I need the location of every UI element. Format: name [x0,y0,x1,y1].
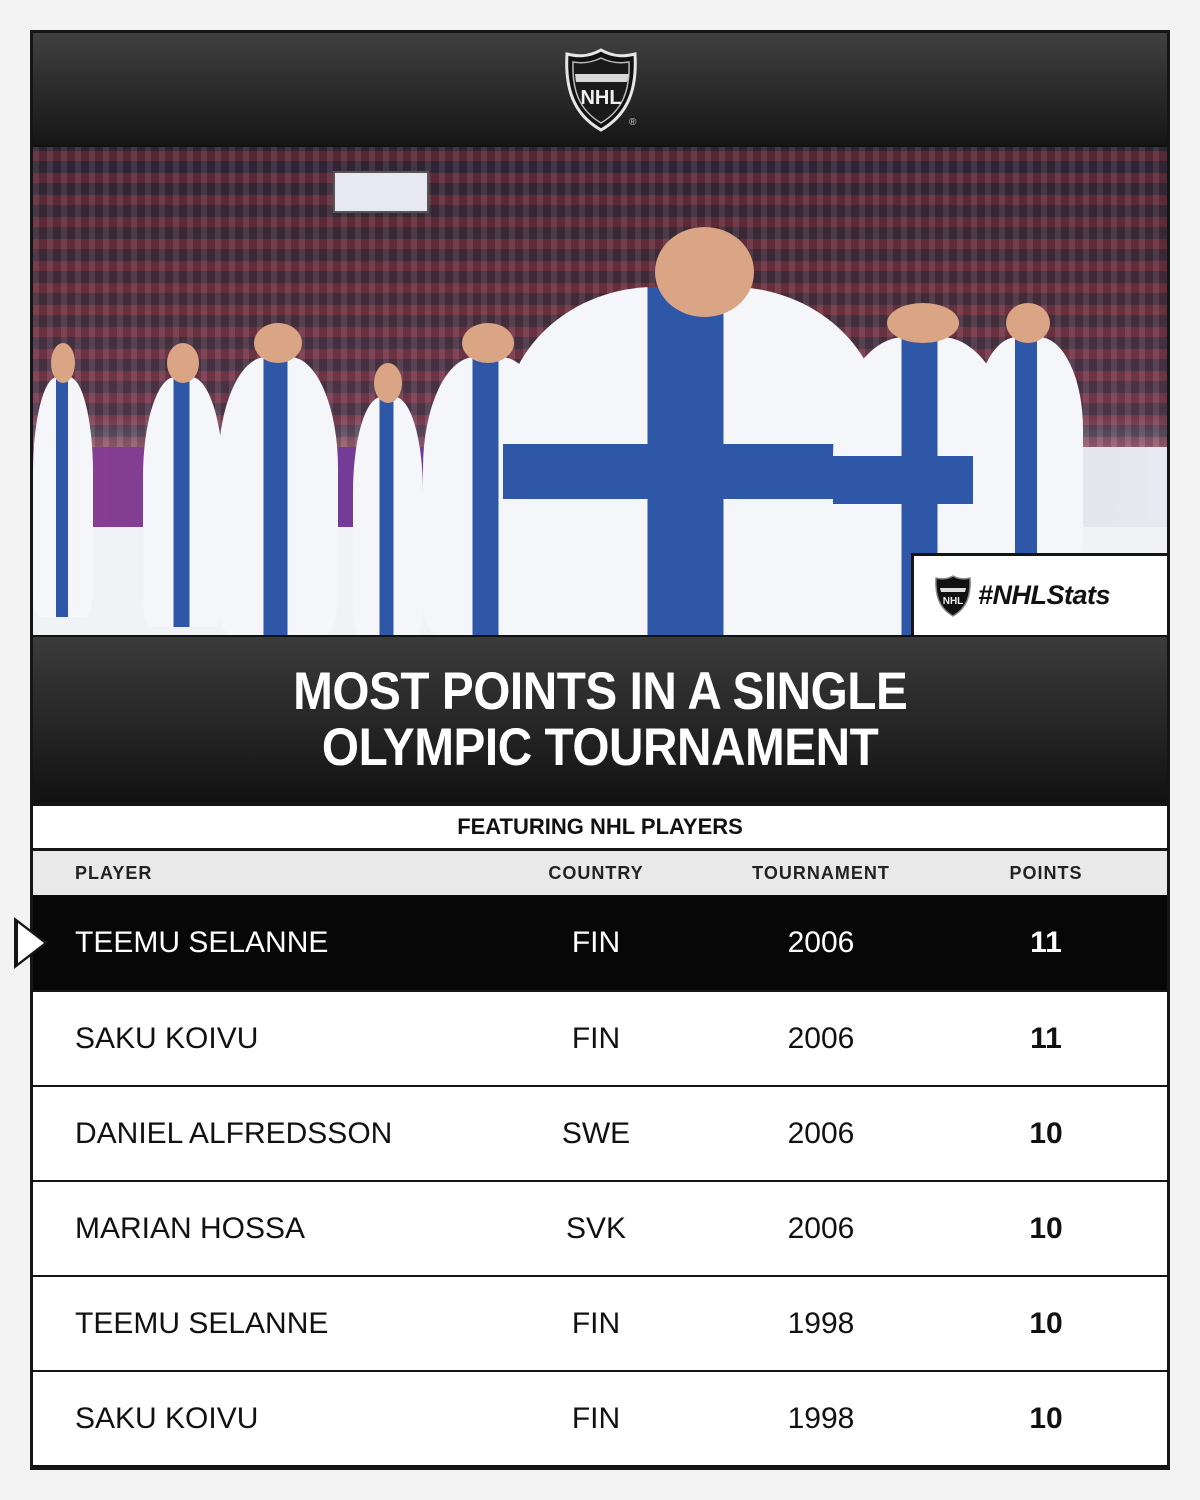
cell-country: FIN [571,1021,621,1055]
chart-subtitle: FEATURING NHL PLAYERS [33,803,1167,851]
nhl-shield-logo-icon [563,48,639,132]
player-figure [973,337,1083,567]
table-row [33,1370,1167,1465]
table-row [33,895,1167,990]
cell-country: FIN [571,1401,621,1435]
cell-tournament: 1998 [787,1306,855,1340]
top-band [33,33,1167,145]
player-figure [218,357,338,635]
cell-country: FIN [571,925,621,959]
badge-logo-text: NHL [942,595,964,607]
nhl-logo-text: NHL [580,87,622,109]
header-points: POINTS [1009,862,1083,883]
crowd-banner [333,171,429,213]
player-figure [143,377,223,627]
header-country: COUNTRY [548,862,644,883]
cell-points: 11 [1030,925,1062,959]
cell-points: 11 [1030,1021,1062,1055]
highlight-arrow-icon [18,923,44,963]
infographic-frame [30,30,1170,1470]
table-row [33,1180,1167,1275]
cell-points: 10 [1029,1401,1063,1435]
cell-tournament: 2006 [787,925,855,959]
cell-country: SWE [561,1116,631,1150]
cell-country: FIN [571,1306,621,1340]
cell-tournament: 1998 [787,1401,855,1435]
header-player: PLAYER [75,862,153,883]
nhl-stats-badge [911,553,1167,635]
cell-tournament: 2006 [787,1021,855,1055]
cell-player: SAKU KOIVU [75,1021,259,1055]
player-figure [33,377,93,617]
cell-player: TEEMU SELANNE [75,925,329,959]
hashtag-label: #NHLStats [978,580,1111,610]
header-tournament: TOURNAMENT [752,862,890,883]
cell-points: 10 [1029,1306,1063,1340]
chart-title-line-2: OLYMPIC TOURNAMENT [321,718,879,777]
cell-country: SVK [565,1211,627,1245]
cell-player: DANIEL ALFREDSSON [75,1116,393,1150]
cell-tournament: 2006 [787,1211,855,1245]
player-figure [353,397,423,635]
table-row [33,1085,1167,1180]
registered-mark-icon: ® [629,117,637,128]
title-band [33,637,1167,803]
nhl-shield-small-icon [934,575,972,617]
chart-title-line-1: MOST POINTS IN A SINGLE [292,662,908,721]
cell-tournament: 2006 [787,1116,855,1150]
hero-photo [33,147,1167,635]
table-row [33,1275,1167,1370]
player-figure-captain [503,287,883,635]
cell-points: 10 [1029,1211,1063,1245]
cell-points: 10 [1029,1116,1063,1150]
table-header-row [33,851,1167,895]
table-body [33,895,1167,1470]
cell-player: TEEMU SELANNE [75,1306,329,1340]
cell-player: SAKU KOIVU [75,1401,259,1435]
cell-player: MARIAN HOSSA [75,1211,306,1245]
table-row [33,990,1167,1085]
